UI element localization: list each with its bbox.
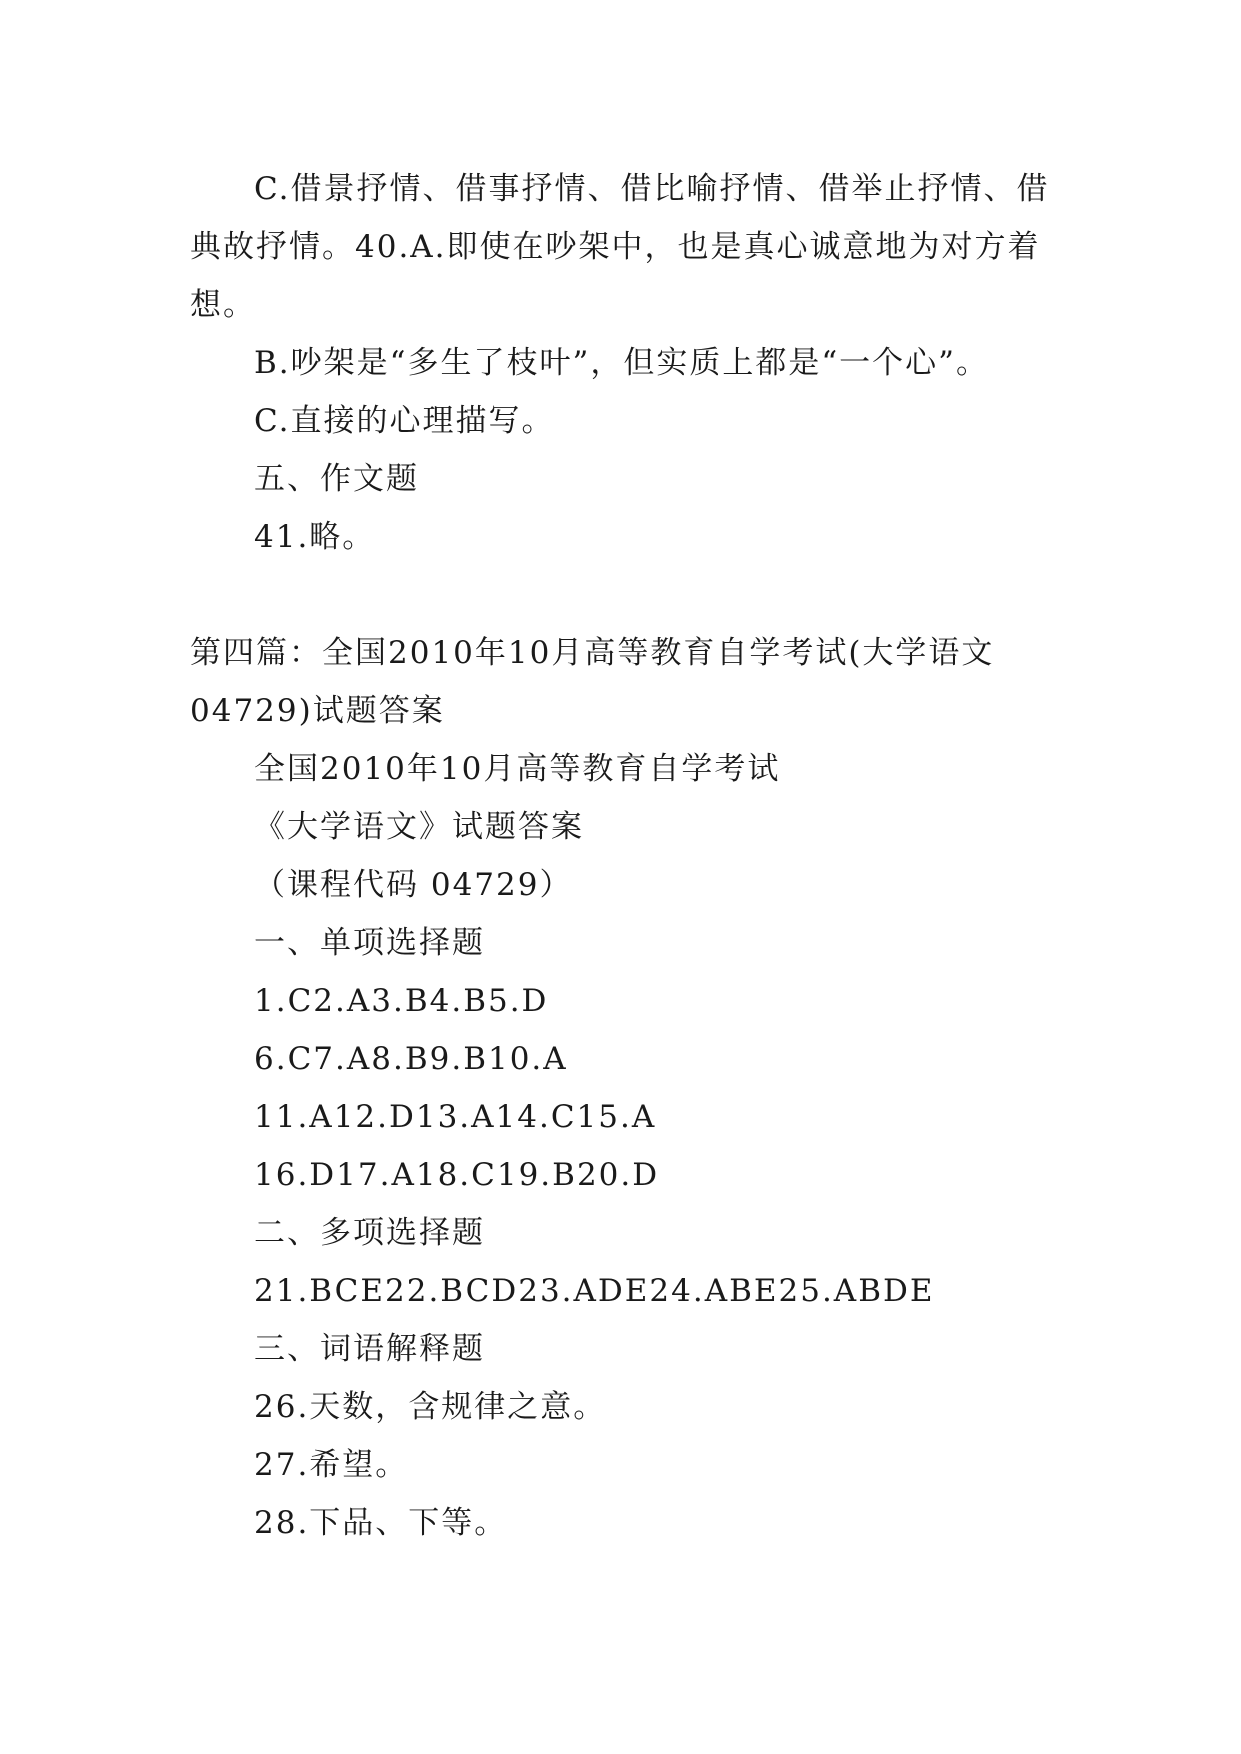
answer-27: 27.希望。 (254, 1447, 409, 1483)
answers-16-20: 16.D17.A18.C19.B20.D (254, 1157, 660, 1193)
paragraph-answer-41: 41.略。 (254, 519, 376, 555)
section-heading-multiple-choice: 二、多项选择题 (254, 1215, 485, 1251)
paragraph-answer-40c: C.直接的心理描写。 (254, 403, 555, 439)
exam-title: 全国2010年10月高等教育自学考试 (254, 751, 781, 787)
answer-26: 26.天数，含规律之意。 (254, 1389, 607, 1425)
answers-6-10: 6.C7.A8.B9.B10.A (254, 1041, 568, 1077)
answers-1-5: 1.C2.A3.B4.B5.D (254, 983, 549, 1019)
paragraph-answer-39c-40a: C.借景抒情、借事抒情、借比喻抒情、借举止抒情、借典故抒情。40.A.即使在吵架中，也是真心诚意地为对方着想。 (190, 171, 1050, 323)
article-title: 第四篇：全国2010年10月高等教育自学考试(大学语文04729)试题答案 (190, 635, 995, 729)
paragraph-answer-40b: B.吵架是“多生了枝叶”，但实质上都是“一个心”。 (254, 345, 990, 381)
section-heading-single-choice: 一、单项选择题 (254, 925, 485, 961)
section-heading-essay: 五、作文题 (254, 461, 419, 497)
answers-21-25: 21.BCE22.BCD23.ADE24.ABE25.ABDE (254, 1273, 935, 1309)
answers-11-15: 11.A12.D13.A14.C15.A (254, 1099, 657, 1135)
exam-subject: 《大学语文》试题答案 (254, 809, 584, 845)
answer-28: 28.下品、下等。 (254, 1505, 508, 1541)
document-body (190, 160, 1058, 1552)
section-heading-word-explanation: 三、词语解释题 (254, 1331, 485, 1367)
section-spacer (190, 566, 1058, 624)
course-code: （课程代码 04729） (254, 867, 573, 903)
